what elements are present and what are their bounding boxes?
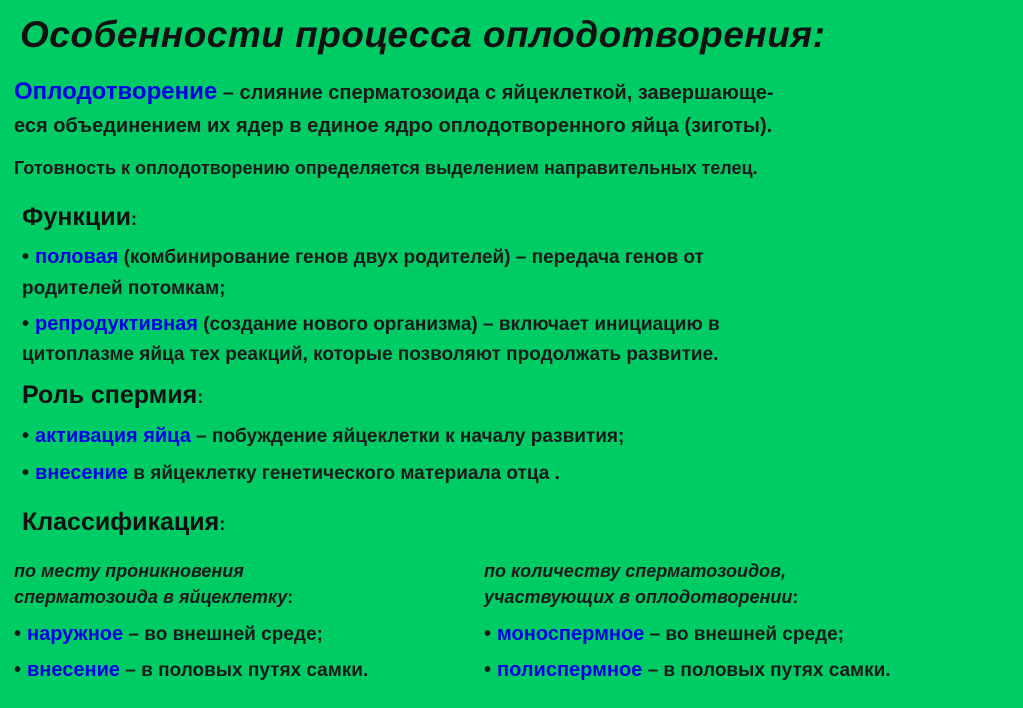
classification-left-heading-1: по месту проникновения [14, 561, 244, 581]
role-text-activation: – побуждение яйцеклетки к началу развития; [190, 426, 625, 447]
bullet-icon: • [484, 623, 492, 645]
function-item-sexual [22, 246, 704, 269]
bullet-icon: • [14, 623, 22, 645]
function-text-sexual-2: родителей потомкам; [22, 278, 226, 299]
classification-heading-text: Классификация [22, 508, 220, 536]
classification-term-polyspermy: полиспермное [497, 659, 643, 681]
definition-line-1 [14, 78, 774, 106]
function-text-reproductive-1: (создание нового организма) – включает инициацию в [197, 314, 720, 335]
bullet-icon: • [14, 659, 22, 681]
classification-item-external [14, 623, 323, 646]
classification-left-heading-2 [14, 587, 293, 608]
classification-heading-colon: : [219, 514, 226, 534]
functions-heading-text: Функции [22, 203, 131, 231]
function-term-sexual: половая [35, 246, 119, 268]
role-term-introduction: внесение [35, 462, 128, 484]
classification-text-polyspermy: – в половых путях самки. [642, 660, 891, 681]
role-item-introduction [22, 462, 560, 485]
classification-right-heading-1: по количеству сперматозоидов, [484, 561, 787, 581]
functions-heading-colon: : [130, 209, 137, 229]
function-text-sexual-1: (комбинирование генов двух родителей) – передача генов от [118, 247, 704, 268]
function-term-reproductive: репродуктивная [35, 313, 198, 335]
classification-right-heading-2-text: участвующих в оплодотворении [484, 587, 793, 607]
classification-left-heading-colon: : [287, 587, 294, 607]
bullet-icon: • [22, 462, 30, 484]
classification-term-internal: внесение [27, 659, 120, 681]
classification-text-internal: – в половых путях самки. [120, 660, 369, 681]
bullet-icon: • [22, 246, 30, 268]
classification-item-internal [14, 659, 368, 682]
bullet-icon: • [484, 659, 492, 681]
role-term-activation: активация яйца [35, 425, 191, 447]
functions-heading [22, 203, 137, 232]
classification-left-heading-2-text: сперматозоида в яйцеклетку [14, 587, 288, 607]
definition-line-2: еся объединением их ядер в единое ядро оплодотворенного яйца (зиготы). [14, 115, 773, 137]
bullet-icon: • [22, 313, 30, 335]
definition-term: Оплодотворение [14, 78, 218, 105]
spermium-role-heading-colon: : [197, 387, 204, 407]
function-item-reproductive [22, 313, 720, 336]
classification-text-monospermy: – во внешней среде; [644, 624, 844, 645]
role-item-activation [22, 425, 624, 448]
spermium-role-heading-text: Роль спермия [22, 381, 198, 409]
classification-term-external: наружное [27, 623, 124, 645]
function-text-reproductive-2: цитоплазме яйца тех реакций, которые позволяют продолжать развитие. [22, 344, 719, 365]
role-text-introduction: в яйцеклетку генетического материала отца . [128, 463, 560, 484]
readiness-text: Готовность к оплодотворению определяется выделением направительных телец. [14, 158, 758, 178]
classification-term-monospermy: моноспермное [497, 623, 645, 645]
definition-text-1: – слияние сперматозоида с яйцеклеткой, завершающе- [217, 82, 774, 104]
classification-right-heading-colon: : [792, 587, 799, 607]
classification-heading [22, 508, 225, 537]
classification-item-monospermy [484, 623, 844, 646]
page-title: Особенности процесса оплодотворения: [20, 14, 826, 55]
classification-text-external: – во внешней среде; [123, 624, 323, 645]
bullet-icon: • [22, 425, 30, 447]
spermium-role-heading [22, 381, 203, 410]
classification-item-polyspermy [484, 659, 891, 682]
classification-right-heading-2 [484, 587, 798, 608]
